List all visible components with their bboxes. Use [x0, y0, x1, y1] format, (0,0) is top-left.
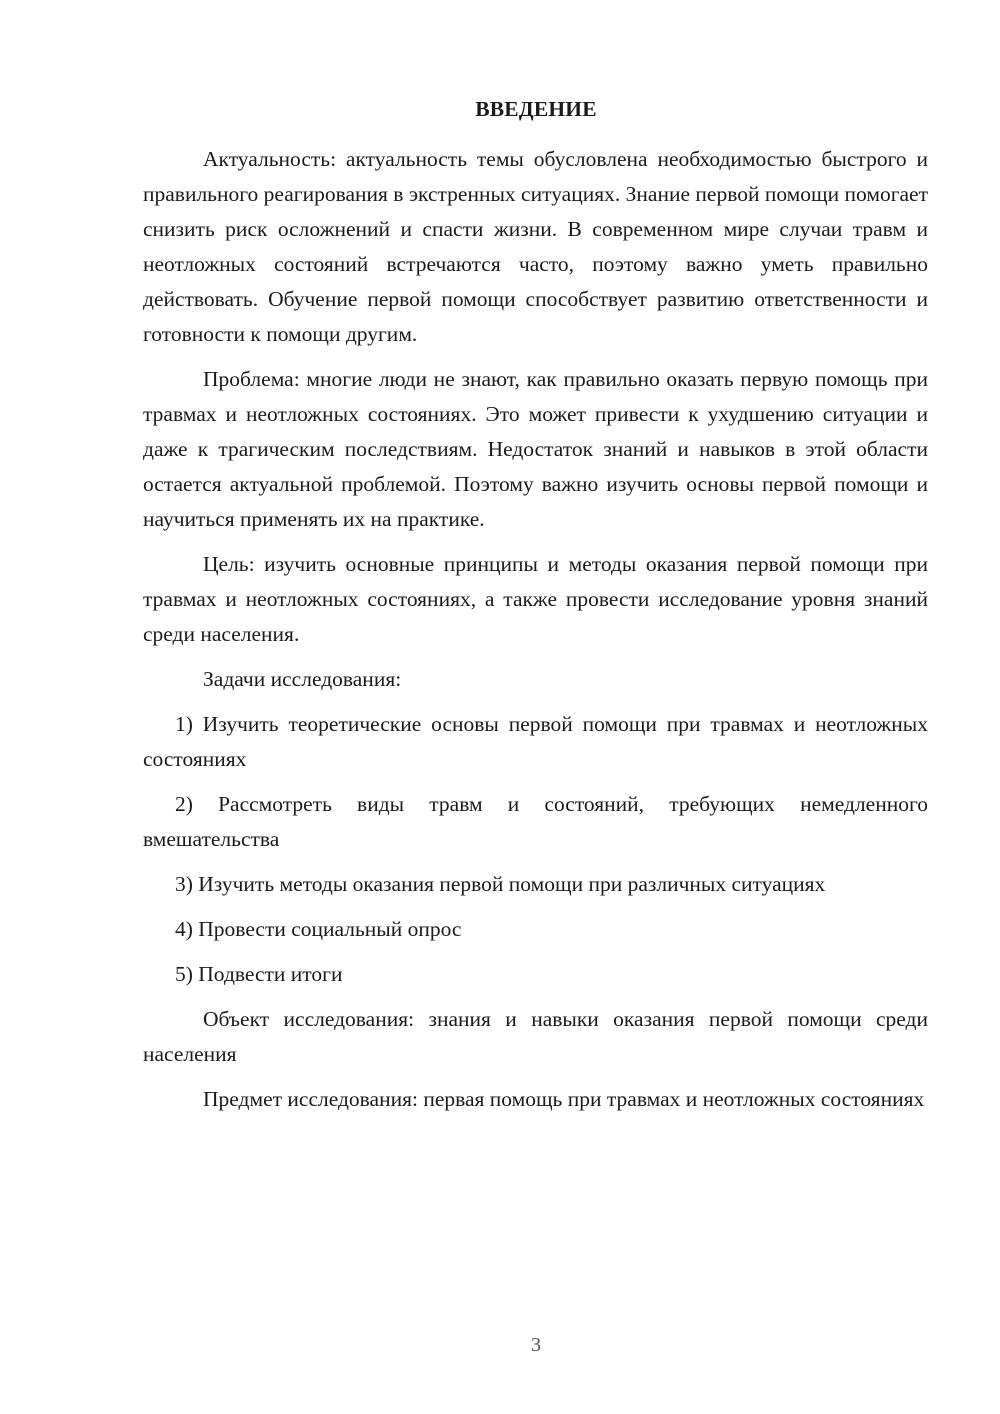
paragraph-subject: Предмет исследования: первая помощь при травмах и неотложных состояниях [203, 1087, 925, 1111]
tasks-heading: Задачи исследования: [203, 667, 402, 691]
task-item-2: 2) Рассмотреть виды травм и состояний, требующих немедленного вмешательства [143, 792, 928, 851]
paragraph-problem: Проблема: многие люди не знают, как правильно оказать первую помощь при травмах и неотложных состояниях. Это может привести к ухудшению ситуации и даже к трагическим последствиям. Недостаток знаний и навыков в этой области остается актуальной проблемой. Поэтому важно изучить основы первой помощи и научиться применять их на практике. [143, 367, 928, 531]
task-item-4: 4) Провести социальный опрос [175, 917, 462, 941]
task-item-3: 3) Изучить методы оказания первой помощи при различных ситуациях [175, 872, 826, 896]
paragraph-goal: Цель: изучить основные принципы и методы оказания первой помощи при травмах и неотложных состояниях, а также провести исследование уровня знаний среди населения. [143, 552, 928, 646]
page-number: 3 [531, 1334, 541, 1356]
document-body [143, 142, 928, 1117]
paragraph-object: Объект исследования: знания и навыки оказания первой помощи среди населения [143, 1007, 928, 1066]
task-item-5: 5) Подвести итоги [175, 962, 343, 986]
paragraph-relevance: Актуальность: актуальность темы обусловлена необходимостью быстрого и правильного реагирования в экстренных ситуациях. Знание первой помощи помогает снизить риск осложнений и спасти жизни. В современном мире случаи травм и неотложных состояний встречаются часто, поэтому важно уметь правильно действовать. Обучение первой помощи способствует развитию ответственности и готовности к помощи другим. [143, 147, 928, 346]
section-title: ВВЕДЕНИЕ [475, 97, 597, 121]
task-item-1: 1) Изучить теоретические основы первой помощи при травмах и неотложных состояниях [143, 712, 928, 771]
